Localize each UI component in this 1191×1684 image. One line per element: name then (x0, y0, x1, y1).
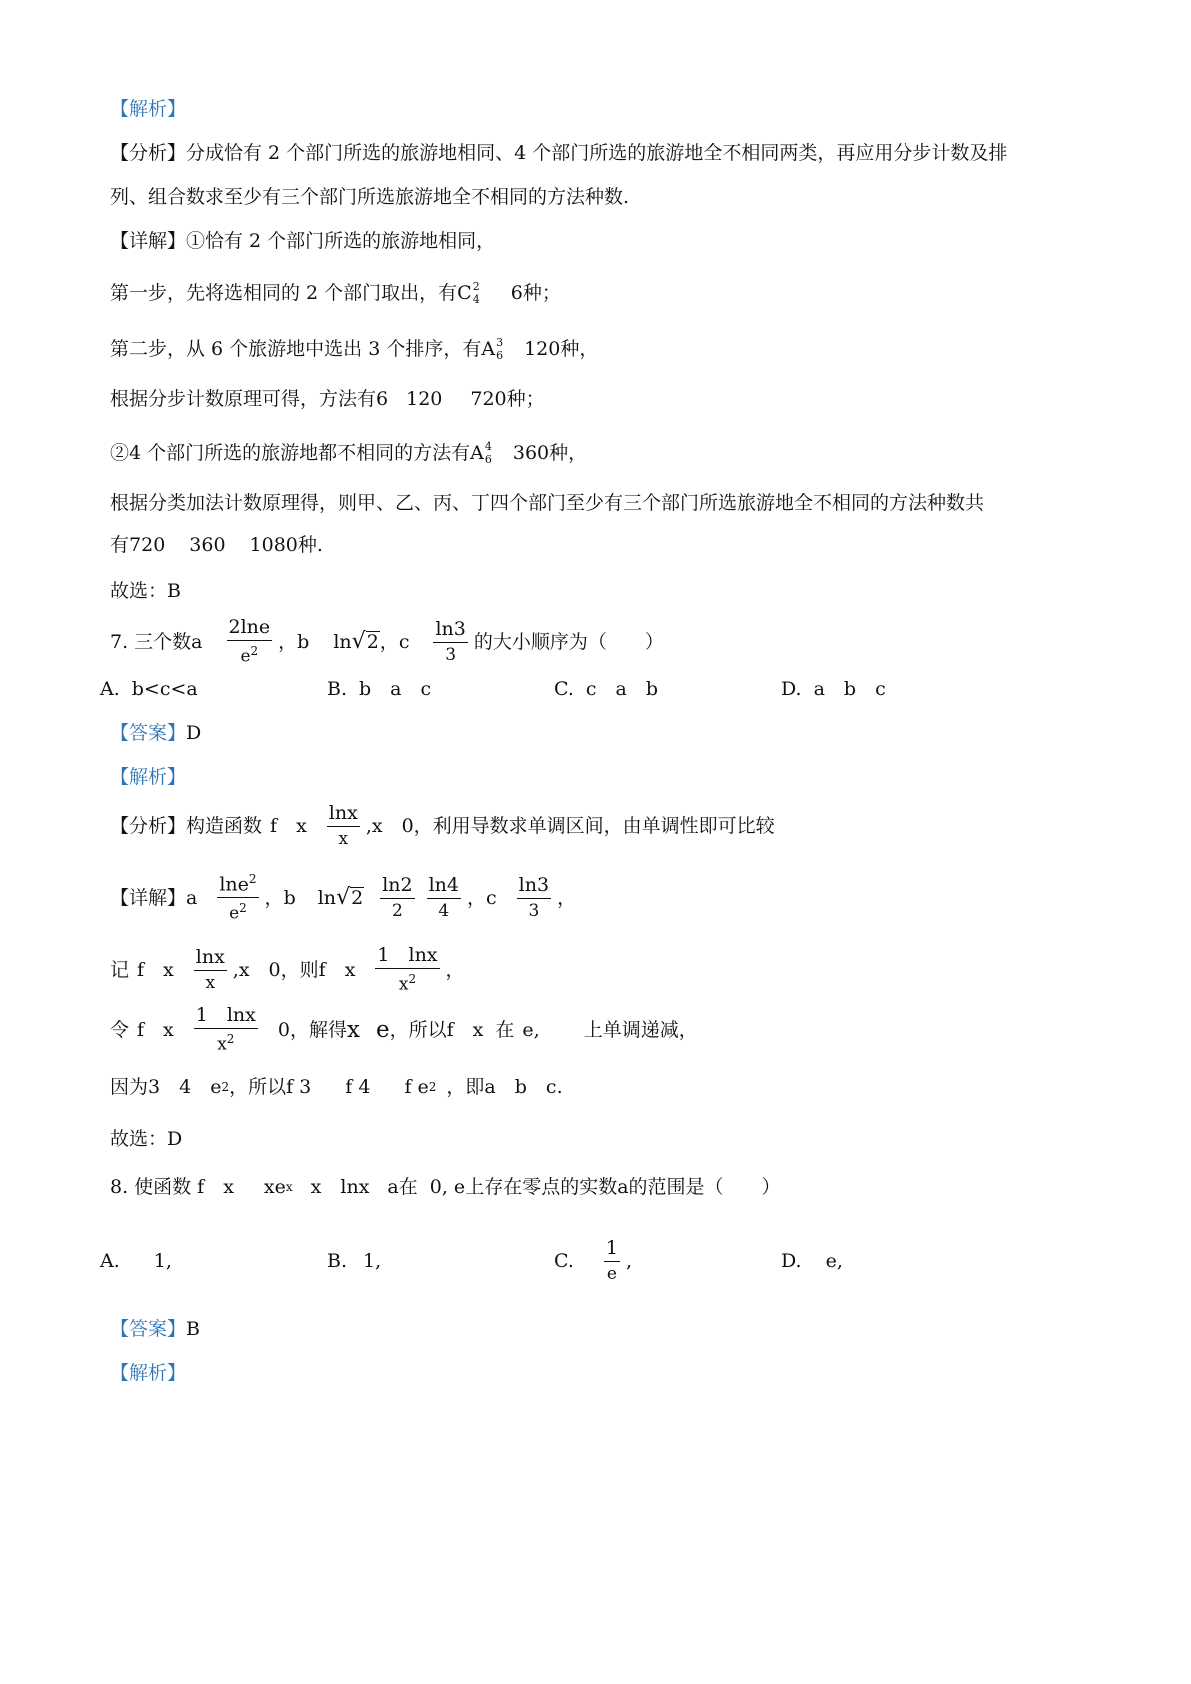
q7-fe2: f e (404, 1076, 429, 1098)
q6-step3-c: 720 (470, 388, 507, 410)
q8-stem-pre: 8. 使函数 (110, 1176, 192, 1198)
q6-fenxi-line2 (110, 184, 629, 210)
q7-ji-cond: ,x 0 (232, 959, 281, 981)
q7-a-den (240, 641, 258, 666)
q8-zai: 在 (398, 1176, 418, 1198)
q7-c-fraction (433, 620, 467, 664)
q8-option-c-tail: , (626, 1250, 633, 1272)
q7-xj-a-den (229, 898, 247, 923)
q7-dot: . (556, 1076, 563, 1098)
q7-xj-end: ， (557, 887, 577, 909)
q8-option-c-label: C. (554, 1250, 574, 1272)
q6-step4-tail: 种， (549, 442, 588, 464)
q7-xj-c-den: 3 (528, 901, 540, 921)
q7-a-den-sup: 2 (250, 644, 259, 659)
q8-x: x (358, 1176, 370, 1198)
q6-choice (110, 578, 181, 604)
q8-option-c-den: e (606, 1264, 617, 1284)
daan-tag: 【答案】 (110, 722, 187, 744)
q7-xj-c-fraction (517, 876, 551, 920)
q7-yinwei-suoyi: ，所以 (229, 1076, 287, 1098)
q7-option-d (781, 676, 886, 702)
q8-mid: x ln (310, 1176, 359, 1198)
q7-ji-fraction (194, 948, 227, 992)
q7-xj-sqrt-arg: 2 (351, 887, 364, 910)
q7-option-a-text: b<c<a (131, 678, 198, 700)
q8-interval: 0, e (429, 1176, 466, 1198)
q8-option-b (327, 1248, 381, 1274)
q7-zai: 在 (495, 1019, 515, 1041)
q7-stem-tail: 的大小顺序为（ ） (473, 631, 664, 653)
q6-step5-pre: 有 (110, 534, 130, 556)
q6-step5-a: 720 (129, 534, 166, 556)
q7-xj-a-den-sup: 2 (239, 901, 247, 916)
arrangement-sup-2: 4 (484, 440, 492, 453)
q7-xj-f2 (427, 876, 461, 920)
q7-xj-b: b (283, 887, 296, 909)
q8-option-a (100, 1248, 172, 1274)
q7-xj-f2-num: ln4 (427, 876, 461, 899)
q7-jiede-x: x (347, 1017, 360, 1043)
q7-fenxi-fx: f x (270, 815, 307, 837)
q8-option-d-label: D. (781, 1250, 802, 1272)
q6-step3 (110, 386, 545, 412)
q6-step2 (110, 336, 598, 362)
q6-fenxi-text1: 分成恰有 2 个部门所选的旅游地相同、4 个部门所选的旅游地全不相同两类，再应用分步计数及排 (186, 142, 1008, 164)
q7-ji-fx: f x (137, 959, 174, 981)
q7-fenxi-num: lnx (327, 804, 360, 827)
q8-fx: f x (197, 1176, 234, 1198)
q7-ln: ln (333, 631, 352, 653)
q6-step4 (110, 440, 587, 466)
q6-step1-tail: 种； (522, 282, 561, 304)
jiexi-tag-3: 【解析】 (110, 1362, 187, 1384)
q7-ling-den-sup: 2 (226, 1032, 235, 1047)
q8-answer-value: B (186, 1318, 200, 1340)
q7-xj-a-num (217, 873, 258, 898)
q7-xj-f1 (380, 876, 414, 920)
daan-tag-2: 【答案】 (110, 1318, 187, 1340)
q7-jianjian: 上单调递减， (583, 1019, 698, 1041)
fenxi-tag: 【分析】 (110, 142, 187, 164)
q6-fenxi-line1 (110, 140, 1007, 166)
q7-xj-comma: ， (264, 887, 284, 909)
q7-ji-num: lnx (194, 948, 227, 971)
q7-ji-pre: 记 (110, 959, 130, 981)
q7-stem-pre: 7. 三个数 (110, 631, 192, 653)
q8-option-d (781, 1248, 843, 1274)
q7-ze-den-sup: 2 (408, 972, 417, 987)
jiexi-tag-2: 【解析】 (110, 766, 187, 788)
q7-jiede-e: e (375, 1017, 390, 1043)
q6-step5-line2 (110, 532, 323, 558)
q6-jiexi-heading (110, 96, 186, 122)
q7-a-den-base: e (240, 646, 251, 667)
q7-xj-f1-den: 2 (391, 901, 403, 921)
q8-xe: xe (263, 1176, 286, 1198)
q7-ling-line (110, 1004, 698, 1056)
q6-step5-b: 360 (189, 534, 226, 556)
q6-step2-tail: 种， (560, 338, 599, 360)
combination-sub: 4 (472, 293, 480, 306)
q6-step1-value: 6 (510, 282, 523, 304)
q6-xiangjie-line1 (110, 228, 495, 254)
q7-answer-value: D (186, 722, 202, 744)
q7-option-c (554, 676, 658, 702)
q6-step3-tail: 种； (506, 388, 545, 410)
q6-step5-line1 (110, 490, 984, 516)
q7-var-c: c (398, 631, 410, 653)
q7-a-num: 2lne (227, 618, 273, 641)
q7-xj-f2-den: 4 (438, 901, 450, 921)
q8-stem-tail2: 的范围是（ ） (628, 1176, 781, 1198)
q6-step3-a: 6 (376, 388, 389, 410)
q7-sqrt: √ 2 (351, 629, 379, 654)
q7-ling-den-base: x (217, 1034, 227, 1055)
q7-xj-a-den-base: e (229, 903, 240, 924)
q6-step2-text: 第二步，从 6 个旅游地中选出 3 个排序，有 (110, 338, 482, 360)
q7-comma2: ， (379, 631, 399, 653)
q7-ji-line (110, 944, 465, 996)
q7-option-b (327, 676, 431, 702)
q6-fenxi-text2: 列、组合数求至少有三个部门所选旅游地全不相同的方法种数. (110, 186, 630, 208)
q6-step4-text: ②4 个部门所选的旅游地都不相同的方法有 (110, 442, 471, 464)
q7-ze-num: 1 lnx (375, 946, 439, 969)
q7-choice-text: 故选：D (110, 1128, 183, 1150)
q8-answer (110, 1316, 200, 1342)
q7-option-d-label: D. (781, 678, 802, 700)
q7-ze-end: ， (445, 959, 465, 981)
q7-option-c-label: C. (554, 678, 574, 700)
combination-indices (473, 280, 480, 306)
q7-yinwei-pre: 因为 (110, 1076, 149, 1098)
q7-option-b-text: b a c (359, 678, 432, 700)
q7-ling-den (217, 1029, 234, 1054)
q7-xj-a: a (186, 887, 198, 909)
q7-comma1: ， (278, 631, 298, 653)
q7-option-a-label: A. (100, 678, 120, 700)
arrangement-symbol-2: A (470, 442, 484, 464)
jiexi-tag: 【解析】 (110, 98, 187, 120)
arrangement-sup: 3 (496, 336, 504, 349)
arrangement-indices (496, 336, 503, 362)
q7-ling-pre: 令 (110, 1019, 130, 1041)
q7-ze-fraction (375, 946, 439, 994)
q7-ling-fraction (194, 1006, 258, 1054)
q7-xj-a-num-base: lne (219, 873, 249, 896)
arrangement-sub-2: 6 (484, 453, 492, 466)
q8-option-a-text: 1, (153, 1250, 172, 1272)
q7-fenxi-pre: 构造函数 (186, 815, 263, 837)
q6-step4-value: 360 (512, 442, 550, 464)
q7-fenxi-den: x (338, 829, 349, 849)
q8-option-a-label: A. (100, 1250, 120, 1272)
q6-step2-value: 120 (524, 338, 561, 360)
q7-xj-sqrt: √ 2 (336, 885, 364, 910)
q7-option-d-text: a b c (813, 678, 886, 700)
q7-xj-comma2: ， (467, 887, 487, 909)
q7-fenxi-tail: ，利用导数求单调区间，由单调性即可比较 (413, 815, 775, 837)
q7-answer (110, 720, 201, 746)
arrangement-indices-2 (485, 440, 492, 466)
q7-suoyi-fx: f x (446, 1019, 484, 1041)
q7-fenxi-cond: ,x 0 (365, 815, 414, 837)
q7-ling-num: 1 lnx (194, 1006, 258, 1029)
q7-f4: f 4 (345, 1076, 371, 1098)
q7-xj-f1-num: ln2 (380, 876, 414, 899)
q6-step5-text1: 根据分类加法计数原理得，则甲、乙、丙、丁四个部门至少有三个部门所选旅游地全不相同的方法种数共 (110, 492, 985, 514)
q7-xj-c-num: ln3 (517, 876, 551, 899)
q8-stem (110, 1174, 781, 1200)
q7-c-num: ln3 (433, 620, 467, 643)
q7-yinwei-sup: 2 (221, 1080, 230, 1094)
q7-xj-a-fraction (217, 873, 258, 923)
q7-ze-den-base: x (398, 974, 409, 995)
q6-step5-c: 1080 (249, 534, 298, 556)
q6-choice-text: 故选：B (110, 580, 181, 602)
q7-stem (110, 616, 664, 667)
arrangement-symbol: A (481, 338, 496, 360)
q7-jiexi-heading (110, 764, 186, 790)
q7-option-b-label: B. (327, 678, 348, 700)
xiangjie-tag: 【详解】 (110, 230, 187, 252)
q7-xj-c: c (486, 887, 497, 909)
q7-ze-den (399, 969, 416, 994)
q7-ze: ，则 (280, 959, 319, 981)
q7-fenxi-fraction (327, 804, 360, 848)
q6-step5-tail: 种. (297, 534, 323, 556)
q7-ji: ，即 (446, 1076, 485, 1098)
combination-sup: 2 (472, 280, 480, 293)
fenxi-tag-2: 【分析】 (110, 815, 187, 837)
q7-var-a: a (191, 631, 203, 653)
q8-option-b-text: 1, (363, 1250, 382, 1272)
q7-ling-zero: 0 (277, 1019, 290, 1041)
q7-ze-fx: f x (318, 959, 356, 981)
q8-xe-sup: x (285, 1180, 293, 1194)
q7-xj-ln: ln (317, 887, 337, 909)
q7-a-fraction (227, 618, 273, 666)
q8-option-b-label: B. (327, 1250, 348, 1272)
q7-yinwei-line (110, 1074, 563, 1100)
q6-step1 (110, 280, 561, 306)
xiangjie-tag-2: 【详解】 (110, 887, 187, 909)
q7-xiangjie-line1 (110, 872, 576, 924)
q8-option-c-fraction (604, 1239, 620, 1283)
q7-ji-den: x (205, 973, 216, 993)
arrangement-sub: 6 (496, 349, 504, 362)
q8-option-c (554, 1234, 632, 1288)
q7-jiede: ，解得 (289, 1019, 347, 1041)
q8-a: a (387, 1176, 399, 1198)
q8-stem-tail: 上存在零点的实数 (465, 1176, 618, 1198)
q8-option-c-num: 1 (604, 1239, 620, 1262)
q7-suoyi: ，所以 (389, 1019, 447, 1041)
q7-f3: f 3 (286, 1076, 312, 1098)
q7-choice (110, 1126, 182, 1152)
q6-step1-text: 第一步，先将选相同的 2 个部门取出，有 (110, 282, 458, 304)
q8-var-a: a (617, 1176, 629, 1198)
q7-sqrt-arg: 2 (366, 631, 379, 654)
combination-symbol: C (457, 282, 472, 304)
q6-step3-text: 根据分步计数原理可得，方法有 (110, 388, 377, 410)
q6-xiangjie-text1: ①恰有 2 个部门所选的旅游地相同， (186, 230, 496, 252)
q7-fe2-sup: 2 (428, 1080, 437, 1094)
q7-ling-fx: f x (137, 1019, 174, 1041)
q7-var-b: b (297, 631, 310, 653)
q7-interval: e, (522, 1019, 540, 1041)
q7-option-a (100, 676, 198, 702)
q7-xj-a-num-sup: 2 (248, 872, 257, 886)
q7-abc: a b c (484, 1076, 557, 1098)
q7-option-c-text: c a b (585, 678, 659, 700)
q7-yinwei-ineq: 3 4 e (148, 1076, 222, 1098)
q7-fenxi (110, 800, 775, 852)
q6-step3-b: 120 (406, 388, 443, 410)
q7-c-den: 3 (445, 645, 457, 665)
q8-jiexi-heading (110, 1360, 186, 1386)
q8-option-d-text: e, (825, 1250, 843, 1272)
